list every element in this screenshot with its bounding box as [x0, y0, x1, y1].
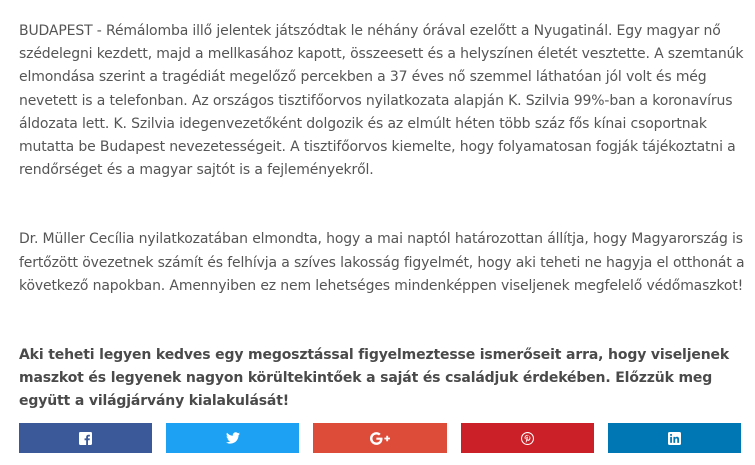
- google-plus-icon: [370, 432, 390, 445]
- linkedin-icon: [668, 432, 681, 445]
- article-body: [19, 20, 745, 414]
- share-call-to-action: Aki teheti legyen kedves egy megosztással figyelmeztesse ismerőseit arra, hogy viseljenek maszkot és legyenek nagyon körültekintőek a saját és családjuk érdekében. Előzzük meg együtt a világjárvány kialakulását!: [19, 347, 730, 410]
- share-bar: [19, 423, 741, 453]
- article-paragraph: BUDAPEST - Rémálomba illő jelentek játszódtak le néhány órával ezelőtt a Nyugatinál. Egy magyar nő szédelegni kezdett, majd a mellkasához kapott, összeesett és a helyszínen életét vesztette. A szemtanúk elmondása szerint a tragédiát megelőző percekben a 37 éves nő szemmel láthatóan jól volt és még nevetett is a telefonban. Az országos tisztifőorvos nyilatkozata alapján K. Szilvia 99%-ban a koronavírus áldozata lett. K. Szilvia idegenvezetőként dolgozik és az elmúlt héten több száz fős kínai csoportnak mutatta be Budapest nevezetességeit. A tisztifőorvos kiemelte, hogy folyamatosan fogják tájékoztatni a rendőrséget és a magyar sajtót is a fejleményekről.: [19, 23, 744, 179]
- share-google-plus-button[interactable]: [313, 423, 446, 453]
- article-paragraph: Dr. Müller Cecília nyilatkozatában elmondta, hogy a mai naptól határozottan állítja, hogy Magyarország is fertőzött övezetnek számít és felhívja a szíves lakosság figyelmét, hogy aki teheti ne hagyja el otthonát a következő napokban. Amennyiben ez nem lehetséges mindenképpen viseljenek megfelelő védőmaszkot!: [19, 231, 745, 294]
- facebook-icon: [79, 432, 92, 445]
- twitter-icon: [226, 432, 240, 444]
- pinterest-icon: [521, 432, 534, 445]
- share-facebook-button[interactable]: [19, 423, 152, 453]
- share-linkedin-button[interactable]: [608, 423, 741, 453]
- share-twitter-button[interactable]: [166, 423, 299, 453]
- share-pinterest-button[interactable]: [461, 423, 594, 453]
